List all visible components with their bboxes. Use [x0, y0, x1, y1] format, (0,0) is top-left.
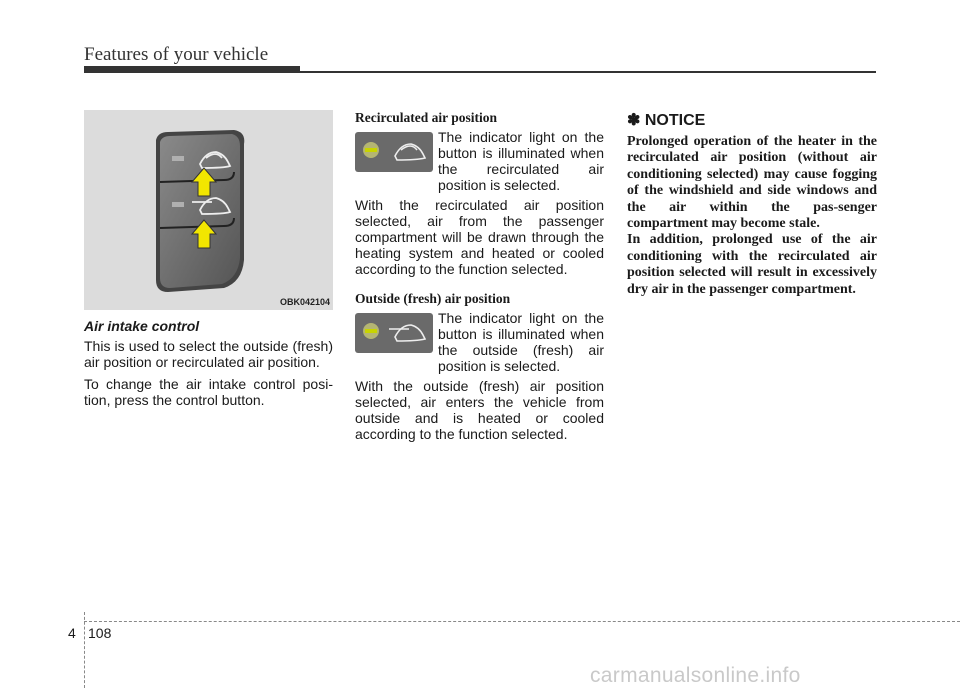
- header-line: [84, 71, 876, 73]
- indicator-led-top: [172, 156, 184, 161]
- air-intake-figure: [84, 110, 333, 310]
- intro-paragraph: This is used to select the outside (fresh) air position or recirculated air position.: [84, 338, 333, 370]
- column-middle: [355, 110, 604, 448]
- column-left: [84, 110, 333, 414]
- recirc-indicator-block: [355, 129, 604, 193]
- fresh-paragraph: With the outside (fresh) air position selected, air enters the vehicle from outside and is heated or cooled according to the function selected.: [355, 378, 604, 442]
- footer-divider: [84, 612, 85, 688]
- watermark: carmanualsonline.info: [590, 664, 801, 687]
- chapter-number: 4: [68, 625, 76, 641]
- fresh-heading: Outside (fresh) air position: [355, 291, 511, 306]
- recirc-indicator-text: The indicator light on the button is illuminated when the recirculated air position is selected.: [438, 129, 604, 193]
- fresh-indicator-text: The indicator light on the button is illuminated when the outside (fresh) air position is selected.: [438, 310, 604, 374]
- fresh-indicator-icon: [355, 313, 433, 353]
- indicator-led-bottom: [172, 202, 184, 207]
- recirc-heading: Recirculated air position: [355, 110, 497, 125]
- fresh-indicator-block: [355, 310, 604, 374]
- recirc-indicator-icon: [355, 132, 433, 172]
- control-button-illustration: [84, 110, 333, 310]
- section-heading: Air intake control: [84, 318, 200, 334]
- page-number: 108: [88, 625, 112, 641]
- header-title: Features of your vehicle: [84, 44, 269, 65]
- notice-title: ✽ NOTICE: [627, 112, 706, 129]
- notice-paragraph-2: In addition, prolonged use of the air conditioning with the recirculated air position selected will result in excessively dry air in the passenger compartment.: [627, 232, 877, 297]
- instruction-paragraph: To change the air intake control posi-tion, press the control button.: [84, 376, 333, 408]
- notice-paragraph-1: Prolonged operation of the heater in the recirculated air position (without air conditioning selected) may cause fogging of the windshield and side windows and the air within the pas-senger compartment may become stale.: [627, 134, 877, 232]
- figure-code: OBK042104: [279, 297, 330, 307]
- column-right: [627, 110, 877, 298]
- recirc-paragraph: With the recirculated air position selected, air from the passenger compartment will be drawn through the heating system and heated or cooled according to the function selected.: [355, 197, 604, 277]
- footer-line: [84, 621, 960, 622]
